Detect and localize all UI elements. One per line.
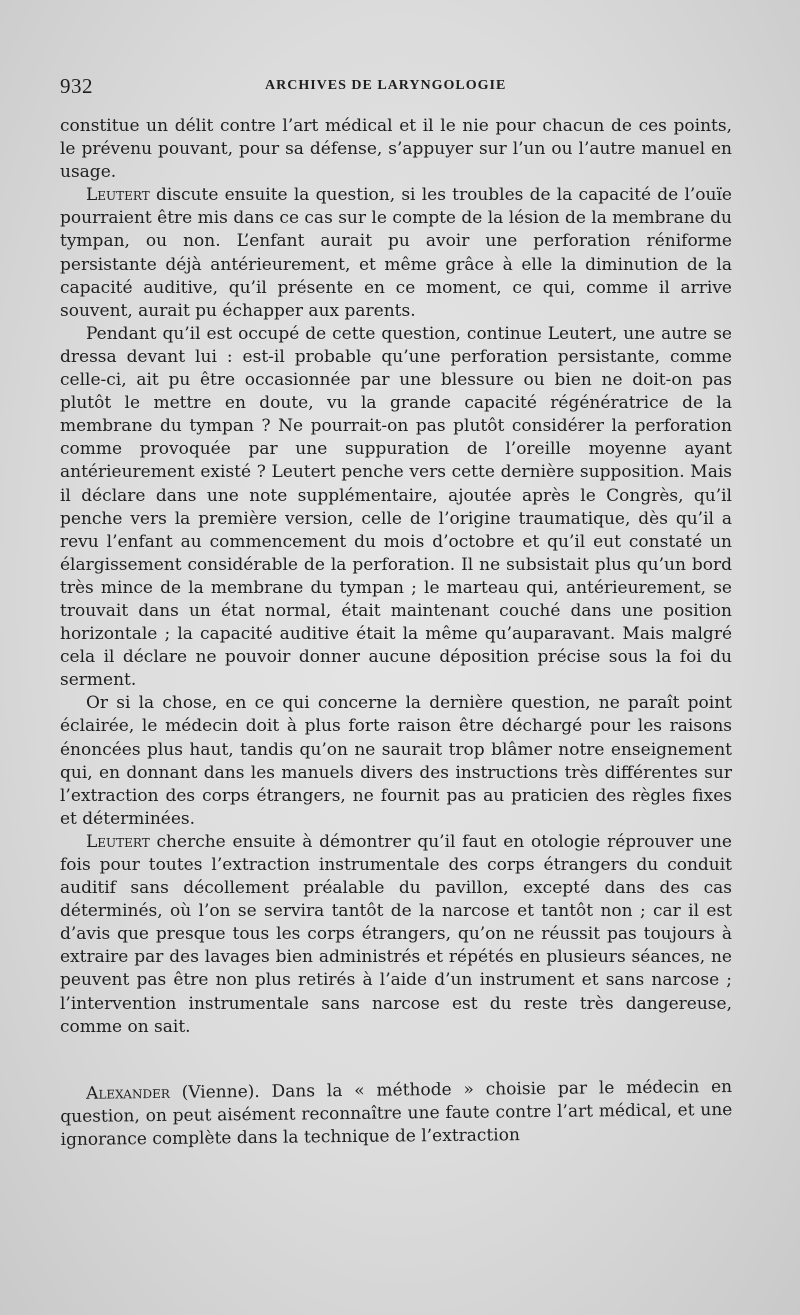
author-name: Alexander	[86, 1082, 170, 1104]
paragraph-text: constitue un délit contre l’art médical et il le nie pour chacun de ces points, le prévenu pouvant, pour sa défense, s’appuyer sur l’un ou l’autre manuel en usage.	[60, 116, 732, 183]
paragraph-text: cherche ensuite à démontrer qu’il faut en otologie réprouver une fois pour toutes l’extraction instrumentale des corps étrangers du conduit auditif sans décollement préalable du pavillon, excepté dans des cas déterminés, où l’on se servira tantôt de la narcose et tantôt non ; car il est d’avis que presque tous les corps étrangers, qu’on ne réussit pas toujours à extraire par des lavages bien administrés et répétés en plusieurs séances, ne peuvent pas être non plus retirés à l’aide d’un instrument et sans narcose ; l’intervention instrumentale sans narcose est du reste très dangereuse, comme on sait.	[60, 831, 732, 1037]
paragraph	[60, 692, 732, 831]
body-text	[60, 115, 732, 1152]
author-name: Leutert	[86, 831, 150, 852]
page-number: 932	[60, 74, 93, 98]
paragraph-text: (Vienne). Dans la « méthode » choisie par le médecin en question, on peut aisément reconnaître une faute contre l’art médical, et une ignorance complète dans la technique de l’extraction	[60, 1076, 733, 1150]
page-header	[60, 74, 740, 100]
paragraph-text: Pendant qu’il est occupé de cette question, continue Leutert, une autre se dressa devant lui : est-il probable qu’une perforation persistante, comme celle-ci, ait pu être occasionnée par une blessure ou bien ne doit-on pas plutôt le mettre en doute, vu la grande capacité régénératrice de la membrane du tympan ? Ne pourrait-on pas plutôt considérer la perforation comme provoquée par une suppuration de l’oreille moyenne ayant antérieurement existé ? Leutert penche vers cette dernière supposition. Mais il déclare dans une note supplémentaire, ajoutée après le Congrès, qu’il penche vers la première version, celle de l’origine traumatique, dès qu’il a revu l’enfant au commencement du mois d’octobre et qu’il eut constaté un élargissement considérable de la perforation. Il ne subsistait plus qu’un bord très mince de la membrane du tympan ; le marteau qui, antérieurement, se trouvait dans un état normal, était maintenant couché dans une position horizontale ; la capacité auditive était la même qu’auparavant. Mais malgré cela il déclare ne pouvoir donner aucune déposition précise sous la foi du serment.	[60, 323, 732, 691]
paragraph	[60, 831, 732, 1039]
author-name: Leutert	[86, 185, 150, 206]
paragraph-text: discute ensuite la question, si les troubles de la capacité de l’ouïe pourraient être mis dans ce cas sur le compte de la lésion de la membrane du tympan, ou non. L’enfant aurait pu avoir une perforation réniforme persistante déjà antérieurement, et même grâce à elle la diminution de la capacité auditive, qu’il présente en ce moment, ce qui, comme il arrive souvent, aurait pu échapper aux parents.	[60, 185, 732, 321]
paragraph	[60, 1076, 733, 1152]
running-title: ARCHIVES DE LARYNGOLOGIE	[265, 78, 507, 93]
paragraph	[60, 184, 732, 323]
paragraph-text: Or si la chose, en ce qui concerne la dernière question, ne paraît point éclairée, le médecin doit à plus forte raison être déchargé pour les raisons énoncées plus haut, tandis qu’on ne saurait trop blâmer notre enseignement qui, en donnant dans les manuels divers des instructions très différentes sur l’extraction des corps étrangers, ne fournit pas au praticien des règles fixes et déterminées.	[60, 693, 732, 829]
paragraph	[60, 323, 732, 693]
paragraph	[60, 115, 732, 184]
